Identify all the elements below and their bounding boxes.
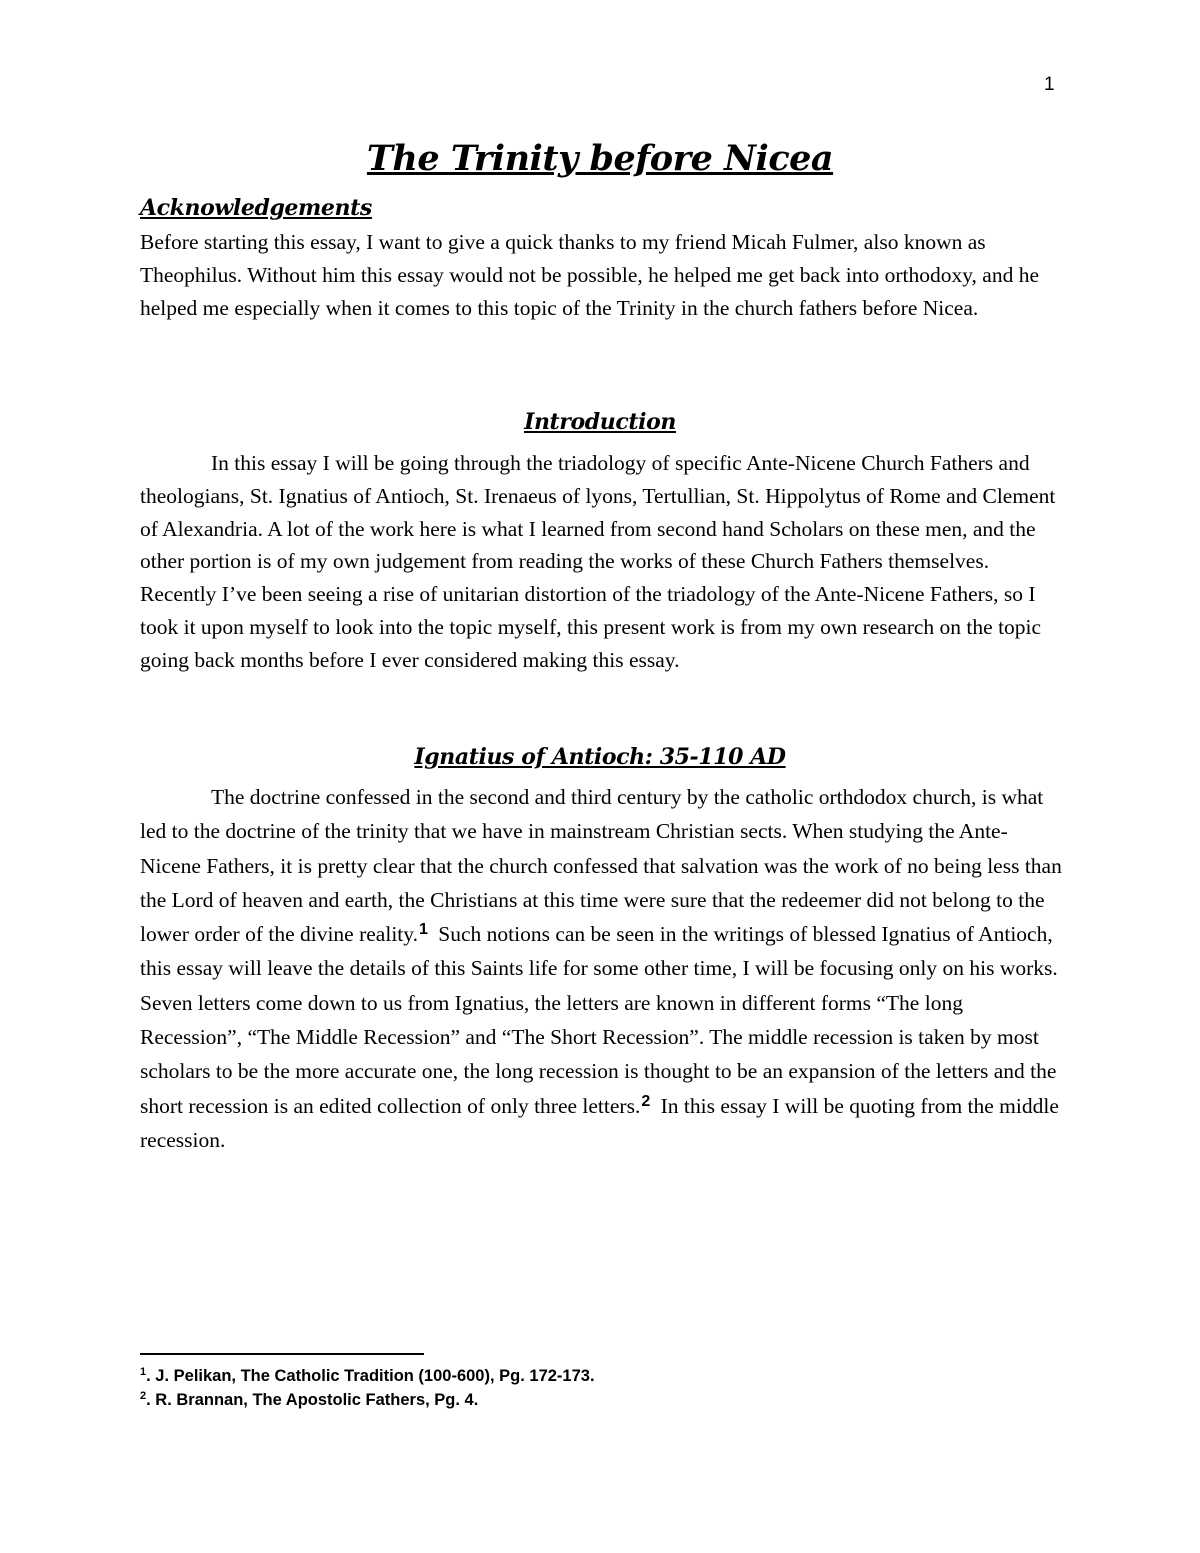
footnote-1-text: . J. Pelikan, The Catholic Tradition (100-600), Pg. 172-173. [146, 1367, 595, 1385]
page-number: 1 [1044, 74, 1055, 95]
ignatius-text-part-1: The doctrine confessed in the second and third century by the catholic orthdodox church, is what led to the doctrine of the trinity that we have in mainstream Christian sects. When studying the Ante-Nicene Fathers, it is pretty clear that the church confessed that salvation was the work of no being less than the Lord of heaven and earth, the Christians at this time were sure that the redeemer did not belong to the lower order of the divine reality. [140, 785, 1062, 947]
footnote-1 [140, 1364, 1040, 1388]
footnotes [140, 1364, 1040, 1412]
footnote-reference-2[interactable]: 2 [641, 1092, 651, 1110]
introduction-paragraph: In this essay I will be going through the triadology of specific Ante-Nicene Church Fathers and theologians, St. Ignatius of Antioch, St. Irenaeus of lyons, Tertullian, St. Hippolytus of Rome and Clement of Alexandria. A lot of the work here is what I learned from second hand Scholars on these men, and the other portion is of my own judgement from reading the works of these Church Fathers themselves. Recently I’ve been seeing a rise of unitarian distortion of the triadology of the Ante-Nicene Fathers, so I took it upon myself to look into the topic myself, this present work is from my own research on the topic going back months before I ever considered making this essay. [140, 451, 1056, 672]
introduction-heading: Introduction [524, 409, 676, 435]
footnote-1-mark: 1 [140, 1366, 147, 1378]
ignatius-text-part-3: In this essay I will be quoting from the middle recession. [140, 1093, 1059, 1152]
acknowledgements-heading: Acknowledgements [140, 195, 372, 221]
ignatius-paragraph [140, 780, 1065, 1157]
acknowledgements-paragraph: Before starting this essay, I want to give a quick thanks to my friend Micah Fulmer, also known as Theophilus. Without him this essay would not be possible, he helped me get back into orthodoxy, and he helped me especially when it comes to this topic of the Trinity in the church fathers before Nicea. [140, 230, 1040, 320]
footnote-2-text: . R. Brannan, The Apostolic Fathers, Pg. 4. [146, 1391, 479, 1409]
ignatius-heading: Ignatius of Antioch: 35-110 AD [414, 744, 786, 770]
footnote-reference-1[interactable]: 1 [419, 921, 428, 939]
document-title: The Trinity before Nicea [366, 138, 834, 179]
footnote-separator [140, 1353, 424, 1355]
ignatius-text-part-2: Such notions can be seen in the writings of blessed Ignatius of Antioch, this essay will leave the details of this Saints life for some other time, I will be focusing only on his works. Seven letters come down to us from Ignatius, the letters are known in different forms “The long Recession”, “The Middle Recession” and “The Short Recession”. The middle recession is taken by most scholars to be the more accurate one, the long recession is thought to be an expansion of the letters and the short recession is an edited collection of only three letters. [140, 922, 1058, 1118]
footnote-2-mark: 2 [140, 1390, 147, 1402]
footnote-2 [140, 1388, 1040, 1412]
